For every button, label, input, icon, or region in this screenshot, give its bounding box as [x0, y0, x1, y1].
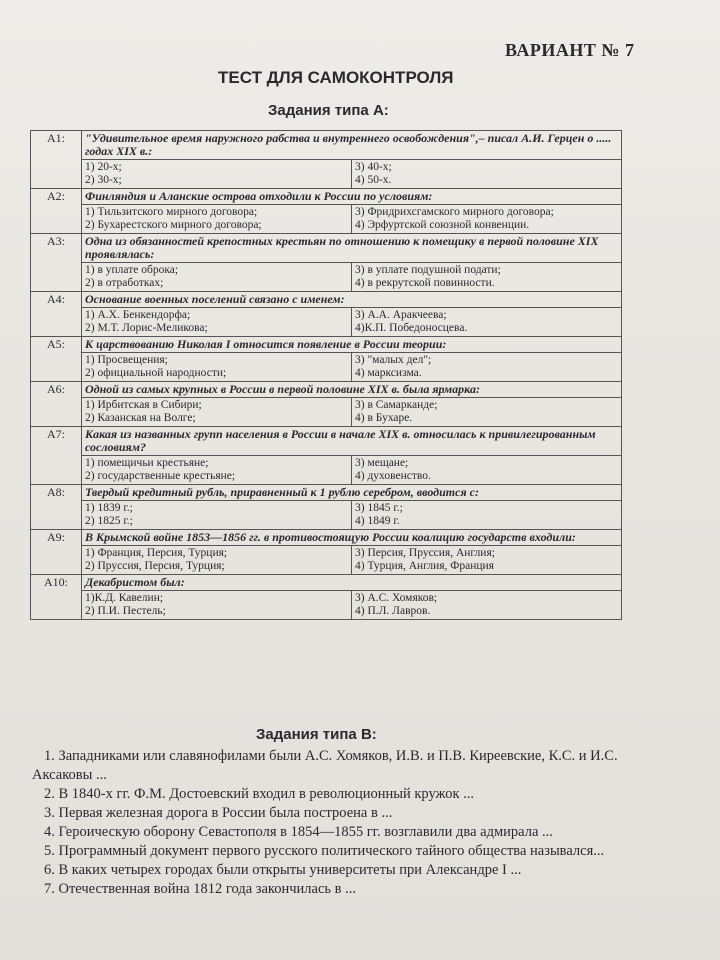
task-item: 7. Отечественная война 1812 года закончилась в ...: [44, 881, 356, 897]
question-number: А4:: [31, 292, 82, 337]
options-column: [82, 353, 352, 382]
options-column: [352, 205, 622, 234]
options-row: [31, 308, 622, 337]
answer-option: 3) мещане;: [355, 457, 409, 469]
task-item: 1. Западниками или славянофилами были А.С. Хомяков, И.В. и П.В. Киреевские, К.С. и И.С. Аксаковы ...: [32, 748, 618, 783]
question-row: [31, 427, 622, 456]
question-row: [31, 485, 622, 501]
answer-option: 3) в уплате подушной подати;: [355, 264, 501, 276]
answer-option: 3) 1845 г.;: [355, 502, 403, 514]
answer-option: 1) в уплате оброка;: [85, 264, 179, 276]
question-row: [31, 337, 622, 353]
answer-option: 3) А.С. Хомяков;: [355, 592, 438, 604]
question-row: [31, 292, 622, 308]
task-item: 5. Программный документ первого русского политического тайного общества назывался...: [44, 843, 605, 859]
answer-option: 2) Бухарестского мирного договора;: [85, 219, 262, 231]
question-row: [31, 575, 622, 591]
question-number: А8:: [31, 485, 82, 530]
options-row: [31, 160, 622, 189]
question-number: А7:: [31, 427, 82, 485]
options-row: [31, 398, 622, 427]
options-row: [31, 546, 622, 575]
answer-option: 2) 30-х;: [85, 174, 122, 186]
options-column: [82, 160, 352, 189]
answer-option: 4) Эрфуртской союзной конвенции.: [355, 219, 530, 231]
options-column: [82, 205, 352, 234]
section-a-heading: Задания типа А:: [268, 102, 389, 119]
options-column: [82, 546, 352, 575]
options-column: [352, 546, 622, 575]
question-text: Какая из названных групп населения в России в начале XIX в. относилась к привилегированным сословиям?: [82, 427, 622, 456]
answer-option: 2) официальной народности;: [85, 367, 227, 379]
answer-option: 3) "малых дел";: [355, 354, 432, 366]
options-row: [31, 205, 622, 234]
options-column: [352, 591, 622, 620]
options-column: [352, 160, 622, 189]
answer-option: 3) А.А. Аракчеева;: [355, 309, 447, 321]
options-row: [31, 353, 622, 382]
answer-option: 3) Фридрихсгамского мирного договора;: [355, 206, 554, 218]
options-column: [352, 501, 622, 530]
answer-option: 1) 20-х;: [85, 161, 122, 173]
task-item: 2. В 1840-х гг. Ф.М. Достоевский входил в революционный кружок ...: [44, 786, 475, 802]
options-column: [352, 456, 622, 485]
answer-option: 1) 1839 г.;: [85, 502, 133, 514]
options-row: [31, 263, 622, 292]
answer-option: 3) в Самарканде;: [355, 399, 438, 411]
answer-option: 3) Персия, Пруссия, Англия;: [355, 547, 495, 559]
page-title: ТЕСТ ДЛЯ САМОКОНТРОЛЯ: [218, 68, 454, 87]
answer-option: 2) М.Т. Лорис-Меликова;: [85, 322, 208, 334]
answer-option: 1)К.Д. Кавелин;: [85, 592, 164, 604]
options-row: [31, 591, 622, 620]
question-text: Одной из самых крупных в России в первой половине XIX в. была ярмарка:: [82, 382, 622, 398]
question-number: А5:: [31, 337, 82, 382]
answer-option: 1) А.Х. Бенкендорфа;: [85, 309, 191, 321]
options-column: [82, 501, 352, 530]
task-item: 4. Героическую оборону Севастополя в 1854—1855 гг. возглавили два адмирала ...: [44, 824, 553, 840]
options-column: [352, 353, 622, 382]
answer-option: 4) в рекрутской повинности.: [355, 277, 495, 289]
options-column: [82, 591, 352, 620]
answer-option: 4) духовенство.: [355, 470, 431, 482]
question-text: Твердый кредитный рубль, приравненный к 1 рублю серебром, вводится с:: [82, 485, 622, 501]
options-column: [352, 308, 622, 337]
question-row: [31, 131, 622, 160]
answer-option: 2) в отработках;: [85, 277, 164, 289]
options-column: [352, 263, 622, 292]
question-number: А2:: [31, 189, 82, 234]
answer-option: 1) Ирбитская в Сибири;: [85, 399, 202, 411]
question-number: А3:: [31, 234, 82, 292]
question-text: Одна из обязанностей крепостных крестьян по отношению к помещику в первой половине XIX проявлялась:: [82, 234, 622, 263]
answer-option: 4) П.Л. Лавров.: [355, 605, 431, 617]
answer-option: 4) в Бухаре.: [355, 412, 413, 424]
questions-table: [30, 130, 622, 620]
question-text: Финляндия и Аланские острова отходили к России по условиям:: [82, 189, 622, 205]
answer-option: 2) государственные крестьяне;: [85, 470, 236, 482]
answer-option: 4) 50-х.: [355, 174, 392, 186]
tasks-b-list: [32, 747, 622, 899]
answer-option: 1) помещичьи крестьяне;: [85, 457, 209, 469]
section-b-heading: Задания типа В:: [256, 726, 377, 743]
options-column: [82, 263, 352, 292]
question-number: А6:: [31, 382, 82, 427]
task-item: 6. В каких четырех городах были открыты университеты при Александре I ...: [44, 862, 522, 878]
question-row: [31, 189, 622, 205]
answer-option: 1) Тильзитского мирного договора;: [85, 206, 258, 218]
answer-option: 4) 1849 г.: [355, 515, 400, 527]
question-text: К царствованию Николая I относится появление в России теории:: [82, 337, 622, 353]
question-text: "Удивительное время наружного рабства и внутреннего освобождения",– писал А.И. Герцен о ..... годах XIX в.:: [82, 131, 622, 160]
options-column: [82, 456, 352, 485]
answer-option: 2) Казанская на Волге;: [85, 412, 196, 424]
question-text: Декабристом был:: [82, 575, 622, 591]
question-number: А10:: [31, 575, 82, 620]
task-item: 3. Первая железная дорога в России была построена в ...: [44, 805, 393, 821]
options-row: [31, 456, 622, 485]
question-text: В Крымской войне 1853—1856 гг. в противостоящую России коалицию государств входили:: [82, 530, 622, 546]
answer-option: 2) 1825 г.;: [85, 515, 133, 527]
answer-option: 4)К.П. Победоносцева.: [355, 322, 468, 334]
answer-option: 1) Просвещения;: [85, 354, 168, 366]
question-row: [31, 382, 622, 398]
answer-option: 4) Турция, Англия, Франция: [355, 560, 494, 572]
question-row: [31, 234, 622, 263]
answer-option: 2) Пруссия, Персия, Турция;: [85, 560, 225, 572]
question-number: А1:: [31, 131, 82, 189]
question-row: [31, 530, 622, 546]
answer-option: 1) Франция, Персия, Турция;: [85, 547, 228, 559]
answer-option: 4) марксизма.: [355, 367, 422, 379]
question-text: Основание военных поселений связано с именем:: [82, 292, 622, 308]
options-column: [352, 398, 622, 427]
variant-number: ВАРИАНТ № 7: [505, 40, 635, 60]
options-column: [82, 398, 352, 427]
options-column: [82, 308, 352, 337]
answer-option: 2) П.И. Пестель;: [85, 605, 166, 617]
options-row: [31, 501, 622, 530]
question-number: А9:: [31, 530, 82, 575]
answer-option: 3) 40-х;: [355, 161, 392, 173]
